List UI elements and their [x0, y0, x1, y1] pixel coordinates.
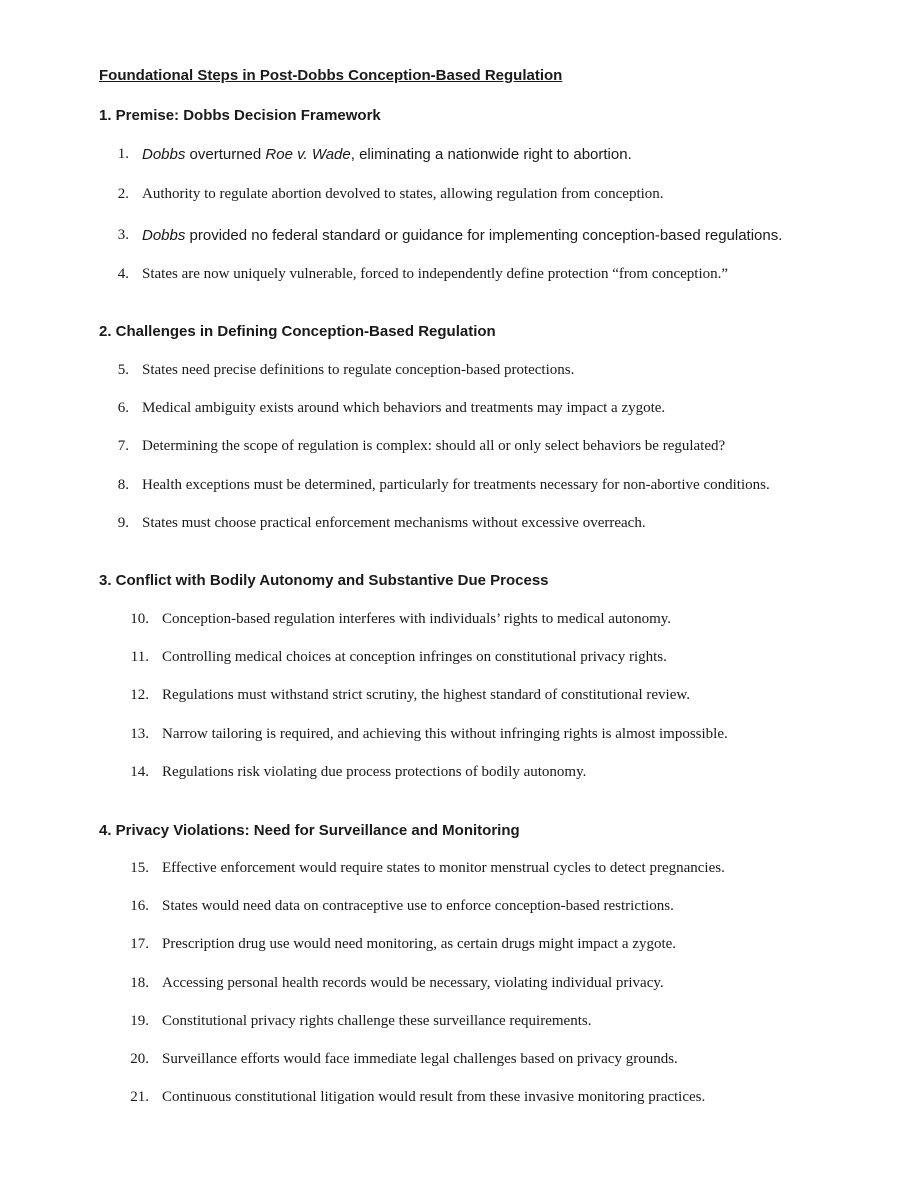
document-title: Foundational Steps in Post-Dobbs Conception-Based Regulation [99, 67, 563, 84]
item-number: 10. [130, 611, 149, 627]
item-text: Controlling medical choices at conception infringes on constitutional privacy rights. [162, 649, 667, 665]
item-text: Narrow tailoring is required, and achieving this without infringing rights is almost impossible. [162, 726, 728, 742]
item-text-part: overturned [185, 146, 266, 163]
section-heading-1: 1. Premise: Dobbs Decision Framework [99, 107, 381, 124]
item-text [142, 227, 782, 244]
item-text: Conception-based regulation interferes with individuals’ rights to medical autonomy. [162, 611, 672, 627]
item-text: Medical ambiguity exists around which behaviors and treatments may impact a zygote. [142, 400, 666, 416]
item-text: Authority to regulate abortion devolved to states, allowing regulation from conception. [142, 186, 664, 202]
item-number: 8. [117, 477, 129, 493]
item-text: Surveillance efforts would face immediate legal challenges based on privacy grounds. [162, 1051, 678, 1067]
item-number: 1. [117, 146, 129, 162]
item-text: States need precise definitions to regulate conception-based protections. [142, 362, 575, 378]
item-text-part: Dobbs [142, 146, 186, 163]
section-heading-2: 2. Challenges in Defining Conception-Based Regulation [99, 323, 496, 340]
item-number: 2. [117, 186, 129, 202]
section-heading-3: 3. Conflict with Bodily Autonomy and Substantive Due Process [99, 572, 549, 589]
item-text: Determining the scope of regulation is complex: should all or only select behaviors be regulated? [142, 438, 726, 454]
item-number: 15. [130, 860, 149, 876]
item-number: 13. [130, 726, 149, 742]
section-heading-4: 4. Privacy Violations: Need for Surveillance and Monitoring [99, 822, 520, 839]
item-text: Prescription drug use would need monitoring, as certain drugs might impact a zygote. [162, 936, 677, 952]
item-number: 14. [130, 764, 149, 780]
item-number: 17. [130, 936, 149, 952]
item-text [142, 146, 632, 163]
item-number: 12. [130, 687, 149, 703]
item-text: Regulations risk violating due process protections of bodily autonomy. [162, 764, 587, 780]
item-text-part: Dobbs [142, 227, 186, 244]
item-text: States are now uniquely vulnerable, forced to independently define protection “from conception.” [142, 266, 729, 282]
item-text: Continuous constitutional litigation would result from these invasive monitoring practices. [162, 1089, 706, 1105]
item-number: 4. [117, 266, 129, 282]
item-text: States would need data on contraceptive use to enforce conception-based restrictions. [162, 898, 674, 914]
item-number: 19. [130, 1013, 149, 1029]
item-number: 3. [117, 227, 129, 243]
item-text-part: , eliminating a nationwide right to abortion. [350, 146, 632, 163]
item-text: Regulations must withstand strict scrutiny, the highest standard of constitutional review. [162, 687, 690, 703]
item-text: Accessing personal health records would be necessary, violating individual privacy. [162, 975, 664, 991]
item-number: 6. [117, 400, 129, 416]
item-number: 7. [117, 438, 129, 454]
item-number: 20. [130, 1051, 149, 1067]
item-text: States must choose practical enforcement mechanisms without excessive overreach. [142, 515, 646, 531]
item-text: Effective enforcement would require states to monitor menstrual cycles to detect pregnancies. [162, 860, 725, 876]
item-text: Health exceptions must be determined, particularly for treatments necessary for non-abortive conditions. [142, 477, 770, 493]
item-number: 9. [117, 515, 129, 531]
item-text-part: provided no federal standard or guidance for implementing conception-based regulations. [185, 227, 783, 244]
item-text: Constitutional privacy rights challenge these surveillance requirements. [162, 1013, 592, 1029]
item-text-part: Roe v. Wade [265, 146, 351, 163]
item-number: 16. [130, 898, 149, 914]
item-number: 21. [130, 1089, 149, 1105]
item-number: 18. [130, 975, 149, 991]
item-number: 5. [117, 362, 129, 378]
item-number: 11. [130, 649, 149, 665]
